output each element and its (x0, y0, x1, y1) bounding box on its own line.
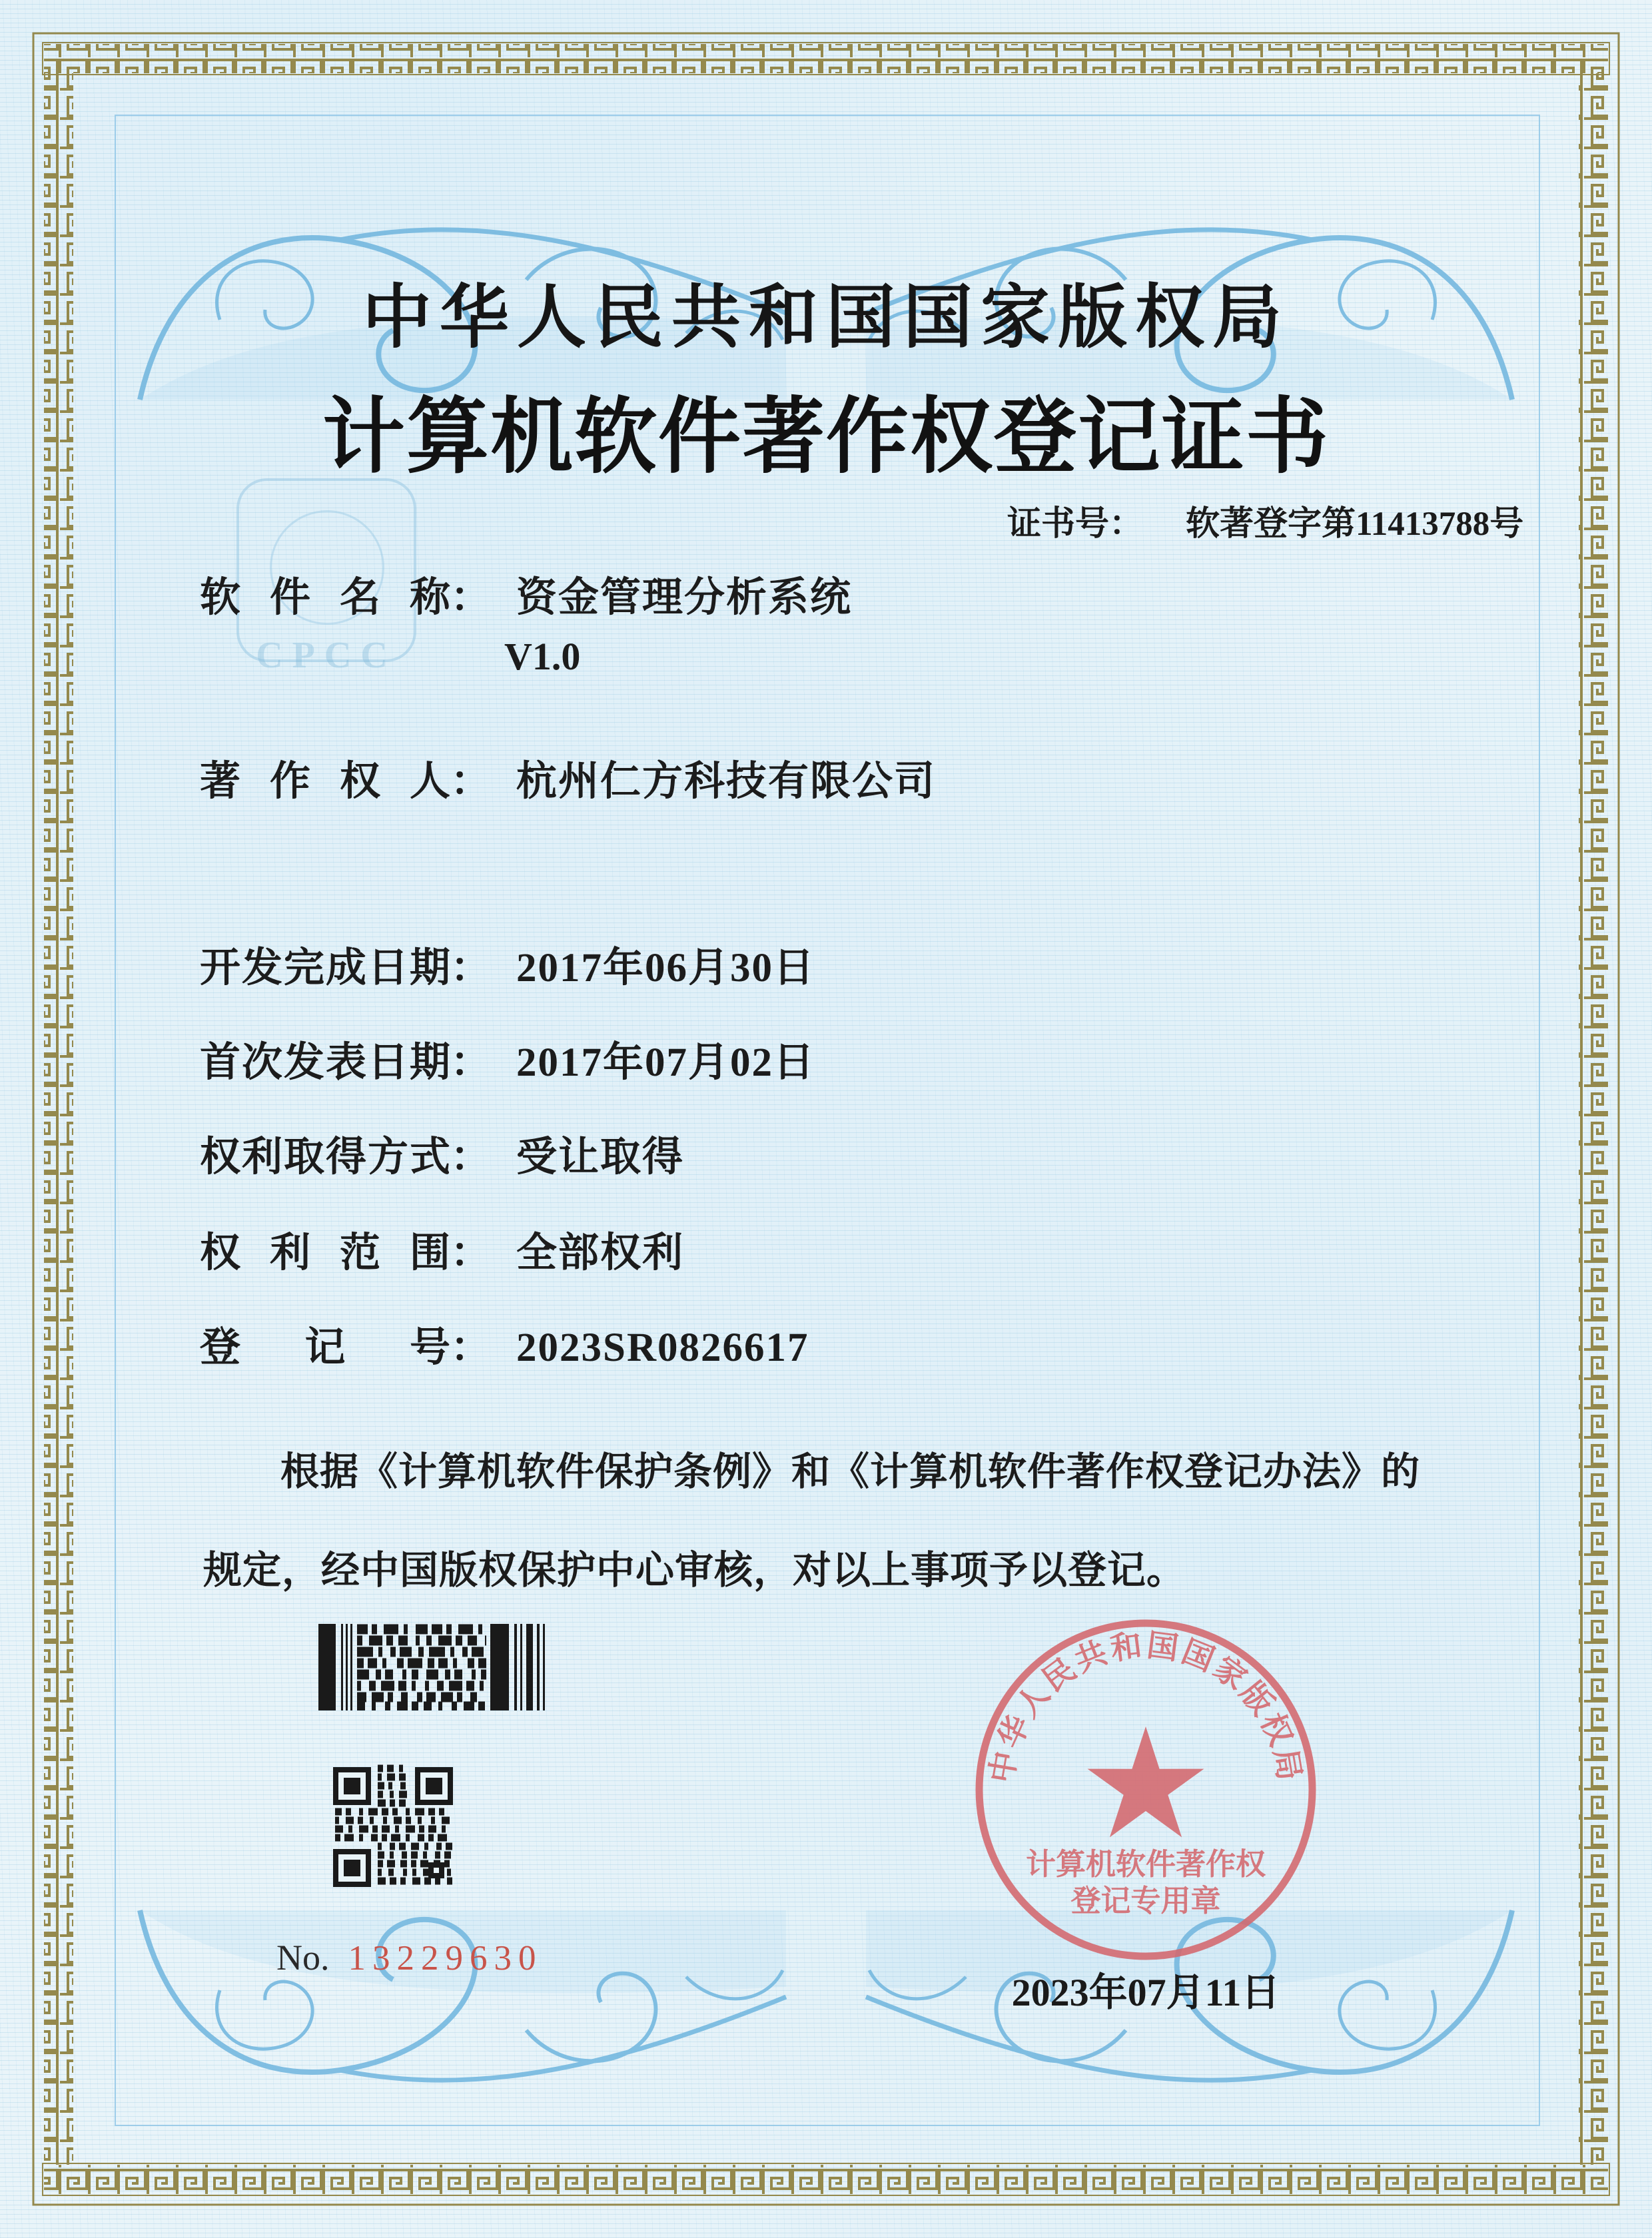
serial-prefix: No. (276, 1938, 330, 1978)
field-rights-acquisition: 权利取得方式： 受让取得 (200, 1124, 684, 1182)
issuing-authority: 中华人民共和国国家版权局 (362, 280, 1290, 356)
field-value: 杭州仁方科技有限公司 (516, 759, 937, 804)
field-label: 权利取得方式 (200, 1135, 450, 1180)
field-software-version: V1.0 (504, 635, 581, 678)
field-label: 软件名称 (200, 575, 450, 620)
field-label: 著作权人 (200, 759, 450, 804)
official-seal (966, 1613, 1326, 1973)
field-value: 2017年06月30日 (516, 946, 816, 990)
field-label: 权利范围 (200, 1231, 450, 1276)
field-registration-number: 登记号： 2023SR0826617 (200, 1315, 809, 1373)
seal-ring-text: 中华人民共和国国家版权局 (985, 1628, 1307, 1786)
field-value: 2023SR0826617 (516, 1325, 809, 1370)
seal-star (1088, 1726, 1204, 1837)
field-value: 2017年07月02日 (516, 1040, 816, 1085)
certificate-number-line (1007, 496, 1523, 545)
field-label: 登记号 (200, 1325, 450, 1370)
registration-statement (203, 1423, 1469, 1620)
embossed-seal-text: CPCC (256, 635, 397, 676)
qr-code (330, 1764, 456, 1890)
certificate-number-value: 软著登字第11413788号 (1186, 506, 1524, 543)
barcode (318, 1624, 558, 1710)
field-value: 资金管理分析系统 (516, 575, 853, 620)
certificate-number-label: 证书号： (1007, 506, 1144, 543)
statement-line2: 规定，经中国版权保护中心审核，对以上事项予以登记。 (203, 1549, 1186, 1592)
field-copyright-owner: 著作权人： 杭州仁方科技有限公司 (200, 749, 936, 807)
serial-number-line (276, 1937, 543, 1978)
seal-line1: 计算机软件著作权 (1025, 1848, 1266, 1881)
field-first-publish-date: 首次发表日期： 2017年07月02日 (200, 1030, 815, 1088)
field-software-name: 软件名称： 资金管理分析系统 (200, 565, 852, 623)
certificate-title: 计算机软件著作权登记证书 (322, 392, 1330, 483)
field-rights-scope: 权利范围： 全部权利 (200, 1220, 684, 1278)
field-dev-complete-date: 开发完成日期： 2017年06月30日 (200, 935, 815, 993)
field-value: 全部权利 (516, 1231, 685, 1276)
statement-line1: 根据《计算机软件保护条例》和《计算机软件著作权登记办法》的 (280, 1450, 1421, 1493)
field-value: 受让取得 (516, 1135, 685, 1180)
seal-line2: 登记专用章 (1070, 1884, 1221, 1918)
issue-date: 2023年07月11日 (1011, 1971, 1280, 2014)
serial-number: 13229630 (348, 1939, 543, 1978)
field-label: 开发完成日期 (200, 946, 450, 990)
field-label: 首次发表日期 (200, 1040, 450, 1085)
